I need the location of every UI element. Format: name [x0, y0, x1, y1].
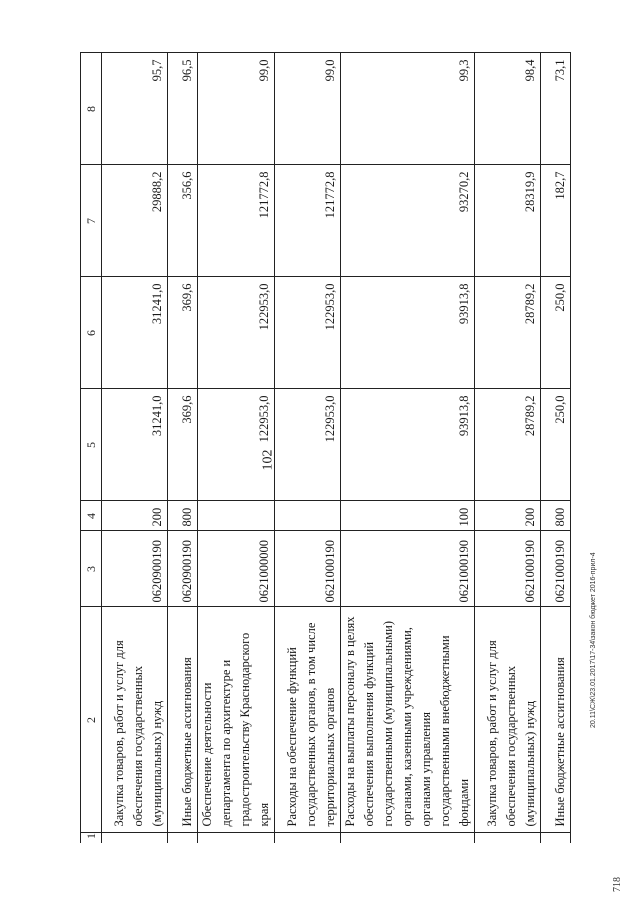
table-row [275, 53, 341, 843]
row-name: Закупка товаров, работ и услуг для обеспечения государственных (муниципальных) нужд [475, 607, 541, 833]
row-v5: 122953,0 [275, 389, 341, 501]
budget-table [80, 53, 571, 844]
header-cell: 5 [81, 389, 102, 501]
header-cell: 1 [81, 833, 102, 843]
row-code: 0621000190 [541, 531, 571, 607]
header-cell: 6 [81, 277, 102, 389]
row-name: Расходы на обеспечение функций государственных органов, в том числе территориальных органов [275, 607, 341, 833]
table-row [102, 53, 168, 843]
table-row [341, 53, 475, 843]
row-gutter [198, 833, 275, 843]
table-row [475, 53, 541, 843]
row-v7: 182,7 [541, 165, 571, 277]
row-v8: 99,3 [341, 53, 475, 165]
row-v8: 95,7 [102, 53, 168, 165]
row-v5: 28789,2 [475, 389, 541, 501]
row-vr [198, 501, 275, 531]
row-v8: 99,0 [198, 53, 275, 165]
row-gutter [275, 833, 341, 843]
row-code: 0621000000 [198, 531, 275, 607]
row-gutter [541, 833, 571, 843]
row-v6: 122953,0 [198, 277, 275, 389]
page-number: 102 [260, 449, 276, 471]
header-row [81, 53, 102, 843]
table-row [198, 53, 275, 843]
header-cell: 7 [81, 165, 102, 277]
row-v7: 28319,9 [475, 165, 541, 277]
row-code: 0621000190 [341, 531, 475, 607]
row-v6: 28789,2 [475, 277, 541, 389]
row-v6: 31241,0 [102, 277, 168, 389]
table-row [541, 53, 571, 843]
row-name: Обеспечение деятельности департамента по архитектуре и градостроительству Краснодарского края [198, 607, 275, 833]
row-vr: 800 [541, 501, 571, 531]
row-vr [275, 501, 341, 531]
row-v8: 98,4 [475, 53, 541, 165]
row-v7: 93270,2 [341, 165, 475, 277]
row-code: 0620900190 [168, 531, 198, 607]
row-v5: 250,0 [541, 389, 571, 501]
row-gutter [341, 833, 475, 843]
row-v7: 121772,8 [198, 165, 275, 277]
rotated-table-block [80, 53, 598, 843]
row-v6: 122953,0 [275, 277, 341, 389]
row-v6: 250,0 [541, 277, 571, 389]
row-v6: 369,6 [168, 277, 198, 389]
row-vr: 100 [341, 501, 475, 531]
header-cell: 3 [81, 531, 102, 607]
row-gutter [102, 833, 168, 843]
row-gutter [168, 833, 198, 843]
footer-file-path: 20.11\СЖ\23.01.2017\17-34\закон бюджет 2016-прил-4 [590, 552, 597, 728]
row-v8: 96,5 [168, 53, 198, 165]
corner-number: 718 [612, 877, 623, 892]
row-v5: 31241,0 [102, 389, 168, 501]
row-name: Закупка товаров, работ и услуг для обеспечения государственных (муниципальных) нужд [102, 607, 168, 833]
row-vr: 800 [168, 501, 198, 531]
row-v6: 93913,8 [341, 277, 475, 389]
row-v8: 73,1 [541, 53, 571, 165]
header-cell: 4 [81, 501, 102, 531]
row-code: 0620900190 [102, 531, 168, 607]
header-cell: 8 [81, 53, 102, 165]
row-gutter [475, 833, 541, 843]
row-v5: 369,6 [168, 389, 198, 501]
row-code: 0621000190 [475, 531, 541, 607]
row-name: Иные бюджетные ассигнования [168, 607, 198, 833]
row-v5: 93913,8 [341, 389, 475, 501]
header-cell: 2 [81, 607, 102, 833]
row-vr: 200 [102, 501, 168, 531]
row-name: Расходы на выплаты персоналу в целях обеспечения выполнения функций государственными (муниципальными) органами, казенными учреждениями, органами управления государственными внебюджетными фондами [341, 607, 475, 833]
row-v5: 122953,0 [198, 389, 275, 501]
row-v7: 121772,8 [275, 165, 341, 277]
row-v7: 356,6 [168, 165, 198, 277]
row-vr: 200 [475, 501, 541, 531]
row-name: Иные бюджетные ассигнования [541, 607, 571, 833]
row-v7: 29888,2 [102, 165, 168, 277]
table-row [168, 53, 198, 843]
row-v8: 99,0 [275, 53, 341, 165]
row-code: 0621000190 [275, 531, 341, 607]
